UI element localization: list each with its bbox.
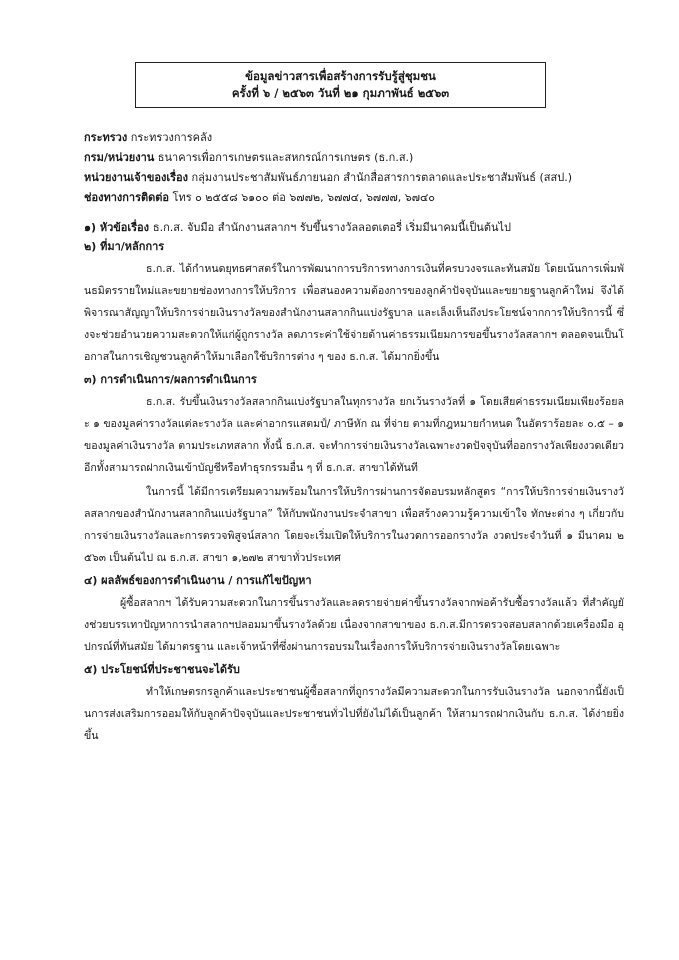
meta-department xyxy=(84,148,624,168)
content-body xyxy=(84,218,624,749)
section-3-paragraph-2: ในการนี้ ได้มีการเตรียมความพร้อมในการให้บริการผ่านการจัดอบรมหลักสูตร “การให้บริการจ่ายเงินรางวัลสลากของสำนักงานสลากกินแบ่งรัฐบาล” ให้กับพนักงานประจำสาขา เพื่อสร้างความรู้ความเข้าใจ ทักษะต่าง ๆ เกี่ยวกับการจ่ายเงินรางวัลและการตรวจพิสูจน์สลาก โดยจะเริ่มเปิดให้บริการในงวดการออกรางวัล งวดประจำวันที่ ๑ มีนาคม ๒๕๖๓ เป็นต้นไป ณ ธ.ก.ส. สาขา ๑,๒๗๒ สาขาทั่วประเทศ xyxy=(84,486,624,564)
section-1-text: ธ.ก.ส. จับมือ สำนักงานสลากฯ รับขึ้นรางวัลลอตเตอรี่ เริ่มมีนาคมนี้เป็นต้นไป xyxy=(152,221,511,234)
section-4-heading: ๔) ผลลัพธ์ของการดำเนินงาน / การแก้ไขปัญหา xyxy=(84,574,312,587)
contact-label: ช่องทางการติดต่อ xyxy=(84,191,170,204)
header-box xyxy=(135,62,546,108)
section-1-title: ๑) หัวข้อเรื่อง xyxy=(84,221,150,234)
meta-owner xyxy=(84,168,624,188)
header-title: ข้อมูลข่าวสารเพื่อสร้างการรับรู้สู่ชุมชน xyxy=(245,69,436,83)
section-5-heading: ๕) ประโยชน์ที่ประชาชนจะได้รับ xyxy=(84,663,240,676)
department-value: ธนาคารเพื่อการเกษตรและสหกรณ์การเกษตร (ธ.ก.ส.) xyxy=(157,151,414,164)
ministry-value: กระทรวงการคลัง xyxy=(130,131,213,144)
meta-ministry xyxy=(84,128,624,148)
section-3-paragraph-1: ธ.ก.ส. รับขึ้นเงินรางวัลสลากกินแบ่งรัฐบาลในทุกรางวัล ยกเว้นรางวัลที่ ๑ โดยเสียค่าธรรมเนียมเพียงร้อยละ ๑ ของมูลค่ารางวัลแต่ละรางวัล และค่าอากรแสตมป์/ ภาษีหัก ณ ที่จ่าย ตามที่กฎหมายกำหนด ในอัตราร้อยละ ๐.๕ – ๑ ของมูลค่าเงินรางวัล ตามประเภทสลาก ทั้งนี้ ธ.ก.ส. จะทำการจ่ายเงินรางวัลเฉพาะงวดปัจจุบันที่ออกรางวัลเพียงงวดเดียว อีกทั้งสามารถฝากเงินเข้าบัญชีหรือทำธุรกรรมอื่น ๆ ที่ ธ.ก.ส. สาขาได้ทันที xyxy=(84,396,624,474)
section-5-paragraph: ทำให้เกษตรกรลูกค้าและประชาชนผู้ซื้อสลากที่ถูกรางวัลมีความสะดวกในการรับเงินรางวัล นอกจากนี้ยังเป็นการส่งเสริมการออมให้กับลูกค้าปัจจุบันและประชาชนทั่วไปที่ยังไม่ได้เป็นลูกค้า ให้สามารถฝากเงินกับ ธ.ก.ส. ได้ง่ายยิ่งขึ้น xyxy=(84,686,624,742)
section-4-paragraph: ผู้ซื้อสลากฯ ได้รับความสะดวกในการขึ้นรางวัลและลดรายจ่ายค่าขึ้นรางวัลจากพ่อค้ารับซื้อรางวัลแล้ว ที่สำคัญยังช่วยบรรเทาปัญหาการนำสลากฯปลอมมาขึ้นรางวัลด้วย เนื่องจากสาขาของ ธ.ก.ส.มีการตรวจสอบสลากด้วยเครื่องมือ อุปกรณ์ที่ทันสมัย ได้มาตรฐาน และเจ้าหน้าที่ซึ่งผ่านการอบรมในเรื่องการให้บริการจ่ายเงินรางวัลโดยเฉพาะ xyxy=(84,597,624,653)
ministry-label: กระทรวง xyxy=(84,131,128,144)
section-2-paragraph: ธ.ก.ส. ได้กำหนดยุทธศาสตร์ในการพัฒนาการบริการทางการเงินที่ครบวงจรและทันสมัย โดยเน้นการเพิ่มพันธมิตรรายใหม่และขยายช่องทางการให้บริการ เพื่อสนองความต้องการของลูกค้าปัจจุบันและขยายฐานลูกค้าใหม่ จึงได้พิจารณาสัญญาให้บริการจ่ายเงินรางวัลของสำนักงานสลากกินแบ่งรัฐบาล และเล็งเห็นถึงประโยชน์จากการให้บริการนี้ ซึ่งจะช่วยอำนวยความสะดวกให้แก่ผู้ถูกรางวัล ลดภาระค่าใช้จ่ายด้านค่าธรรมเนียมการขอขึ้นรางวัลสลากฯ ตลอดจนเป็นโอกาสในการเชิญชวนลูกค้าให้มาเลือกใช้บริการต่าง ๆ ของ ธ.ก.ส. ได้มากยิ่งขึ้น xyxy=(84,263,624,363)
owner-value: กลุ่มงานประชาสัมพันธ์ภายนอก สำนักสื่อสารการตลาดและประชาสัมพันธ์ (สสป.) xyxy=(191,171,573,184)
department-label: กรม/หน่วยงาน xyxy=(84,151,155,164)
meta-block xyxy=(84,128,624,208)
section-3-heading: ๓) การดำเนินการ/ผลการดำเนินการ xyxy=(84,373,257,386)
contact-value: โทร ๐ ๒๕๕๘ ๖๑๐๐ ต่อ ๖๗๗๒, ๖๗๗๔, ๖๗๗๗, ๖๗๔๐ xyxy=(172,191,436,204)
section-1-heading xyxy=(84,218,624,237)
owner-label: หน่วยงานเจ้าของเรื่อง xyxy=(84,171,188,184)
section-2-heading: ๒) ที่มา/หลักการ xyxy=(84,240,165,253)
meta-contact xyxy=(84,188,624,208)
header-issue-date: ครั้งที่ ๖ / ๒๕๖๓ วันที่ ๒๑ กุมภาพันธ์ ๒๕๖๓ xyxy=(231,86,450,100)
